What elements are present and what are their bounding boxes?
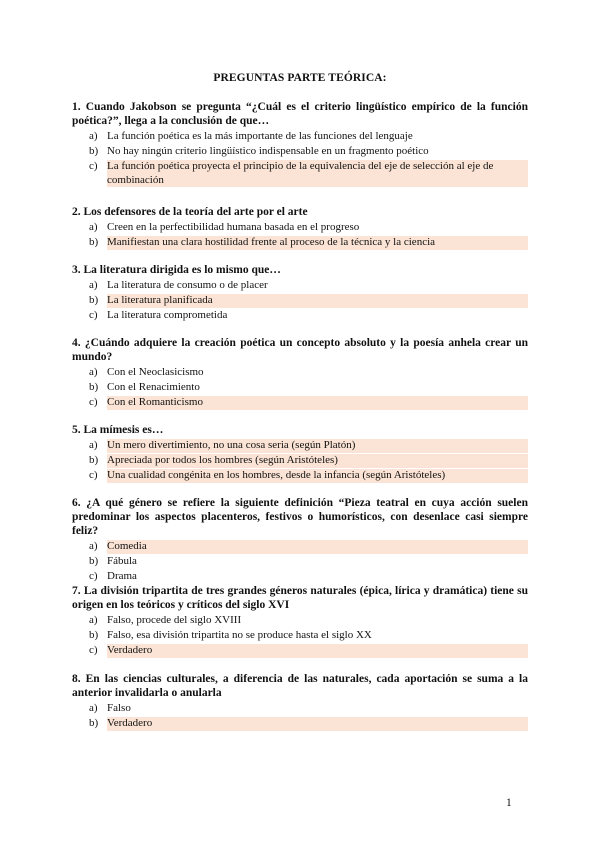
option-3a: a) La literatura de consumo o de placer [89, 279, 268, 291]
question-text: 6. ¿A qué género se refiere la siguiente definición “Pieza teatral en cuya acción suelen predominar los aspectos placenteros, festivos o humorísticos, con desenlace casi siempre feliz? [72, 497, 528, 537]
question-8 [72, 672, 528, 732]
question-text: 4. ¿Cuándo adquiere la creación poética un concepto absoluto y la poesía anhela crear un mundo? [72, 337, 528, 363]
option-8b-highlighted: b) Verdadero [72, 717, 528, 731]
option-4b: b) Con el Renacimiento [89, 381, 200, 393]
question-6 [72, 496, 528, 585]
option-1c-highlighted: c) La función poética proyecta el principio de la equivalencia del eje de selección al eje de combinación [72, 160, 528, 187]
question-4 [72, 336, 528, 411]
question-2 [72, 205, 528, 251]
option-2a: a) Creen en la perfectibilidad humana basada en el progreso [89, 221, 360, 233]
option-6a-highlighted: a) Comedia [72, 540, 528, 554]
option-4a: a) Con el Neoclasicismo [89, 366, 204, 378]
option-6b: b) Fábula [89, 555, 137, 567]
option-5b-highlighted: b) Apreciada por todos los hombres (según Aristóteles) [72, 454, 528, 468]
option-8a: a) Falso [89, 702, 131, 714]
option-5c-highlighted: c) Una cualidad congénita en los hombres, desde la infancia (según Aristóteles) [72, 469, 528, 483]
option-7b: b) Falso, esa división tripartita no se produce hasta el siglo XX [89, 629, 372, 641]
question-text: 7. La división tripartita de tres grandes géneros naturales (épica, lírica y dramática) tiene su origen en los teóricos y críticos del siglo XVI [72, 585, 528, 611]
option-2b-highlighted: b) Manifiestan una clara hostilidad frente al proceso de la técnica y la ciencia [72, 236, 528, 250]
question-text: 2. Los defensores de la teoría del arte por el arte [72, 206, 308, 218]
option-6c: c) Drama [89, 570, 137, 582]
page-title: PREGUNTAS PARTE TEÓRICA: [213, 72, 387, 84]
option-7c-highlighted: c) Verdadero [72, 644, 528, 658]
option-3c: c) La literatura comprometida [89, 309, 228, 321]
question-7 [72, 584, 528, 659]
option-1b: b) No hay ningún criterio lingüístico indispensable en un fragmento poético [89, 145, 429, 157]
question-3 [72, 263, 528, 324]
question-text: 1. Cuando Jakobson se pregunta “¿Cuál es el criterio lingüístico empírico de la función poética?”, llega a la conclusión de que… [72, 101, 528, 127]
question-text: 3. La literatura dirigida es lo mismo que… [72, 264, 281, 276]
option-3b-highlighted: b) La literatura planificada [72, 294, 528, 308]
option-4c-highlighted: c) Con el Romanticismo [72, 396, 528, 410]
option-5a-highlighted: a) Un mero divertimiento, no una cosa seria (según Platón) [72, 439, 528, 453]
question-text: 8. En las ciencias culturales, a diferencia de las naturales, cada aportación se suma a la anterior invalidarla o anularla [72, 673, 528, 699]
question-1 [72, 100, 528, 189]
page-number: 1 [506, 797, 512, 809]
option-7a: a) Falso, procede del siglo XVIII [89, 614, 242, 626]
question-5 [72, 423, 528, 484]
question-text: 5. La mímesis es… [72, 424, 164, 436]
option-1a: a) La función poética es la más importante de las funciones del lenguaje [89, 130, 413, 142]
